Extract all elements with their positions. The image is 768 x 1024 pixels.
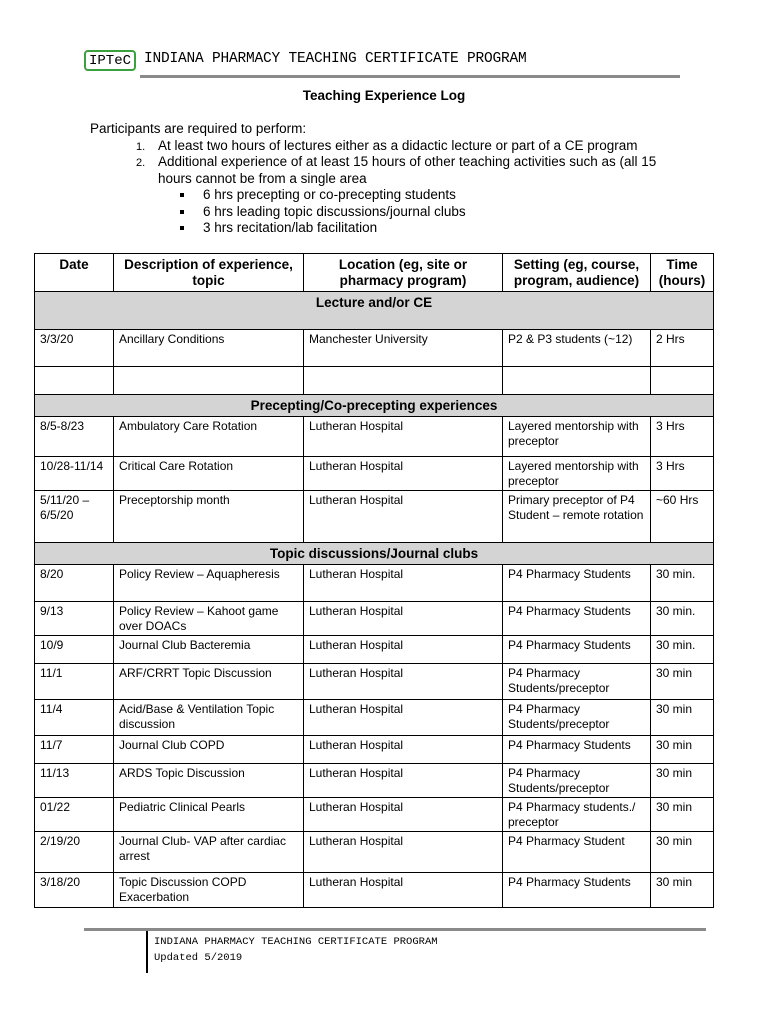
cell-description: Journal Club- VAP after cardiac arrest <box>114 832 304 873</box>
cell-time: 30 min. <box>651 565 714 602</box>
cell-date: 8/20 <box>35 565 114 602</box>
cell-date: 10/9 <box>35 636 114 664</box>
document-title: Teaching Experience Log <box>302 88 466 103</box>
footer-vertical-rule <box>146 931 148 973</box>
cell-location: Lutheran Hospital <box>304 736 503 764</box>
requirements-list <box>90 138 673 237</box>
cell-time: 30 min <box>651 736 714 764</box>
bullet-square-icon <box>180 193 184 197</box>
cell-setting: P4 Pharmacy Students/preceptor <box>503 764 651 798</box>
cell-time: 2 Hrs <box>651 330 714 367</box>
requirement-text: Additional experience of at least 15 hours of other teaching activities such as (all 15 hours cannot be from a single area <box>158 154 657 186</box>
table-row <box>35 873 714 908</box>
table-row <box>35 636 714 664</box>
footer-text <box>154 934 438 966</box>
requirement-item <box>90 138 673 155</box>
cell-description: Policy Review – Kahoot game over DOACs <box>114 602 304 636</box>
table-row <box>35 457 714 491</box>
section-row-topics <box>35 543 714 565</box>
cell-location <box>304 367 503 395</box>
requirement-number: 1. <box>136 140 146 153</box>
cell-location: Lutheran Hospital <box>304 664 503 700</box>
cell-description: Ambulatory Care Rotation <box>114 417 304 457</box>
cell-location: Lutheran Hospital <box>304 457 503 491</box>
section-row-lecture <box>35 292 714 330</box>
cell-description: Ancillary Conditions <box>114 330 304 367</box>
table-row <box>35 832 714 873</box>
cell-date: 11/4 <box>35 700 114 736</box>
col-header-date: Date <box>35 254 114 292</box>
cell-description: Critical Care Rotation <box>114 457 304 491</box>
table-row <box>35 764 714 798</box>
cell-description: Topic Discussion COPD Exacerbation <box>114 873 304 908</box>
col-header-time: Time (hours) <box>651 254 714 292</box>
cell-date: 01/22 <box>35 798 114 832</box>
cell-date: 11/7 <box>35 736 114 764</box>
requirement-number: 2. <box>136 157 146 169</box>
cell-setting: P4 Pharmacy Students <box>503 565 651 602</box>
page-header <box>84 46 680 80</box>
cell-setting: P4 Pharmacy Students <box>503 873 651 908</box>
cell-date: 2/19/20 <box>35 832 114 873</box>
cell-setting: P4 Pharmacy Student <box>503 832 651 873</box>
cell-date <box>35 367 114 395</box>
table-row <box>35 417 714 457</box>
cell-location: Lutheran Hospital <box>304 798 503 832</box>
cell-location: Lutheran Hospital <box>304 636 503 664</box>
table-row-empty <box>35 367 714 395</box>
cell-time: 3 Hrs <box>651 417 714 457</box>
header-divider <box>140 75 680 78</box>
program-title: INDIANA PHARMACY TEACHING CERTIFICATE PROGRAM <box>144 51 527 67</box>
cell-location: Lutheran Hospital <box>304 602 503 636</box>
footer-divider <box>84 928 706 931</box>
table-row <box>35 798 714 832</box>
cell-setting: P4 Pharmacy Students/preceptor <box>503 664 651 700</box>
iptec-logo: IPTeC <box>84 50 136 71</box>
activity-bullet: 6 hrs precepting or co-precepting students <box>158 187 673 204</box>
cell-time: 30 min <box>651 764 714 798</box>
cell-description: Journal Club Bacteremia <box>114 636 304 664</box>
cell-time: ~60 Hrs <box>651 491 714 543</box>
section-title: Topic discussions/Journal clubs <box>35 543 714 565</box>
cell-setting: P2 & P3 students (~12) <box>503 330 651 367</box>
cell-location: Lutheran Hospital <box>304 873 503 908</box>
footer-updated-date: Updated 5/2019 <box>154 952 243 964</box>
cell-time: 30 min. <box>651 602 714 636</box>
table-header-row <box>35 254 714 292</box>
activity-bullet: 6 hrs leading topic discussions/journal clubs <box>158 204 673 221</box>
requirement-text: At least two hours of lectures either as a didactic lecture or part of a CE program <box>158 137 638 153</box>
activity-bullets <box>158 187 673 237</box>
cell-location: Lutheran Hospital <box>304 832 503 873</box>
cell-time: 30 min <box>651 664 714 700</box>
cell-description: ARF/CRRT Topic Discussion <box>114 664 304 700</box>
bullet-square-icon <box>180 226 184 230</box>
cell-description: Policy Review – Aquapheresis <box>114 565 304 602</box>
cell-setting: P4 Pharmacy Students <box>503 736 651 764</box>
section-title: Lecture and/or CE <box>35 292 714 330</box>
cell-time: 30 min <box>651 832 714 873</box>
table-row <box>35 491 714 543</box>
cell-date: 3/18/20 <box>35 873 114 908</box>
cell-description: Journal Club COPD <box>114 736 304 764</box>
cell-location: Lutheran Hospital <box>304 764 503 798</box>
cell-time: 30 min. <box>651 636 714 664</box>
table-row <box>35 602 714 636</box>
table-row <box>35 736 714 764</box>
cell-date: 8/5-8/23 <box>35 417 114 457</box>
cell-setting: P4 Pharmacy Students <box>503 636 651 664</box>
requirement-item <box>90 154 673 237</box>
cell-setting <box>503 367 651 395</box>
cell-time: 30 min <box>651 700 714 736</box>
cell-description <box>114 367 304 395</box>
cell-description: Pediatric Clinical Pearls <box>114 798 304 832</box>
cell-setting: P4 Pharmacy Students/preceptor <box>503 700 651 736</box>
cell-setting: P4 Pharmacy students./ preceptor <box>503 798 651 832</box>
cell-location: Manchester University <box>304 330 503 367</box>
cell-date: 9/13 <box>35 602 114 636</box>
cell-date: 11/1 <box>35 664 114 700</box>
footer-program-name: INDIANA PHARMACY TEACHING CERTIFICATE PROGRAM <box>154 936 438 948</box>
cell-date: 3/3/20 <box>35 330 114 367</box>
cell-description: ARDS Topic Discussion <box>114 764 304 798</box>
cell-setting: Primary preceptor of P4 Student – remote rotation <box>503 491 651 543</box>
cell-time: 30 min <box>651 873 714 908</box>
requirements-intro <box>90 121 673 237</box>
cell-location: Lutheran Hospital <box>304 491 503 543</box>
table-row <box>35 565 714 602</box>
cell-time: 30 min <box>651 798 714 832</box>
cell-location: Lutheran Hospital <box>304 417 503 457</box>
cell-date: 5/11/20 – 6/5/20 <box>35 491 114 543</box>
cell-date: 10/28-11/14 <box>35 457 114 491</box>
cell-location: Lutheran Hospital <box>304 700 503 736</box>
cell-location: Lutheran Hospital <box>304 565 503 602</box>
col-header-location: Location (eg, site or pharmacy program) <box>304 254 503 292</box>
requirements-lead: Participants are required to perform: <box>90 121 307 136</box>
section-row-precepting <box>35 395 714 417</box>
table-row <box>35 700 714 736</box>
activity-bullet: 3 hrs recitation/lab facilitation <box>158 220 673 237</box>
section-title: Precepting/Co-precepting experiences <box>35 395 714 417</box>
cell-setting: Layered mentorship with preceptor <box>503 417 651 457</box>
teaching-experience-table <box>34 253 714 908</box>
cell-setting: P4 Pharmacy Students <box>503 602 651 636</box>
table-row <box>35 330 714 367</box>
col-header-setting: Setting (eg, course, program, audience) <box>503 254 651 292</box>
cell-setting: Layered mentorship with preceptor <box>503 457 651 491</box>
cell-time: 3 Hrs <box>651 457 714 491</box>
page-footer <box>84 928 708 972</box>
cell-time <box>651 367 714 395</box>
cell-description: Preceptorship month <box>114 491 304 543</box>
cell-description: Acid/Base & Ventilation Topic discussion <box>114 700 304 736</box>
cell-date: 11/13 <box>35 764 114 798</box>
bullet-square-icon <box>180 210 184 214</box>
col-header-description: Description of experience, topic <box>114 254 304 292</box>
table-row <box>35 664 714 700</box>
